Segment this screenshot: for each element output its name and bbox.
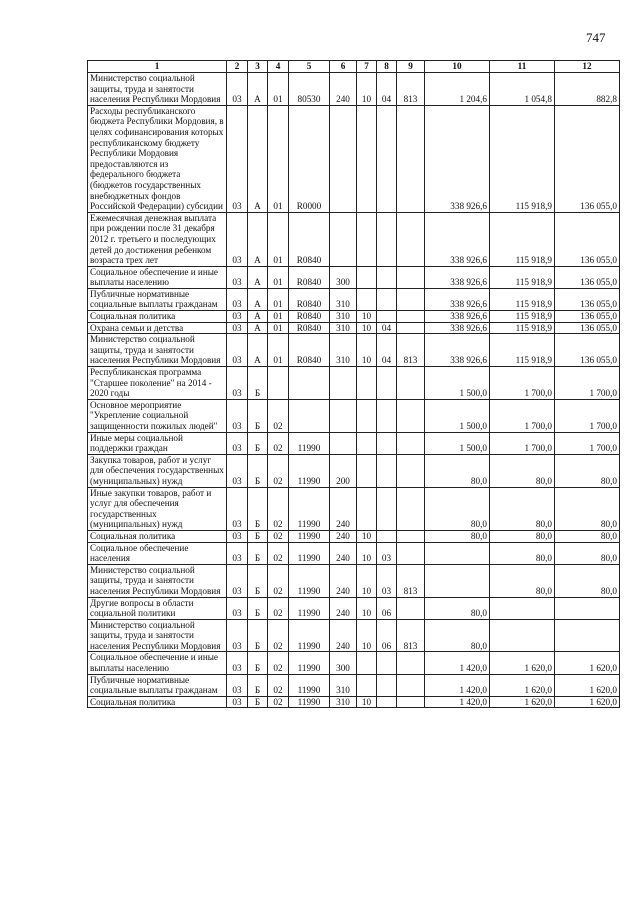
table-cell: 1 700,0	[555, 432, 620, 454]
table-row	[88, 334, 620, 367]
table-row	[88, 564, 620, 597]
table-cell	[490, 619, 555, 652]
header-cell: 8	[377, 61, 397, 73]
table-cell: 04	[377, 334, 397, 367]
table-cell: 02	[268, 399, 289, 432]
table-cell: 06	[377, 619, 397, 652]
table-cell: 03	[227, 73, 248, 106]
table-cell	[397, 530, 425, 542]
table-cell: R0000	[289, 105, 330, 212]
table-cell	[425, 564, 490, 597]
table-cell	[268, 367, 289, 400]
table-cell: 03	[227, 564, 248, 597]
table-cell: Б	[248, 652, 268, 674]
table-row	[88, 487, 620, 530]
table-cell: 136 055,0	[555, 334, 620, 367]
table-cell	[377, 105, 397, 212]
table-cell: 115 918,9	[490, 311, 555, 323]
table-cell: 136 055,0	[555, 105, 620, 212]
table-cell: 02	[268, 432, 289, 454]
table-cell: 1 620,0	[555, 674, 620, 696]
table-cell: 240	[330, 73, 357, 106]
table-body	[88, 73, 620, 708]
table-cell: 1 700,0	[490, 399, 555, 432]
table-row	[88, 311, 620, 323]
table-cell: 115 918,9	[490, 212, 555, 266]
table-cell: 1 500,0	[425, 367, 490, 400]
table-cell	[330, 212, 357, 266]
row-label: Министерство социальной защиты, труда и занятости населения Республики Мордовия	[88, 73, 227, 106]
table-cell: 882,8	[555, 73, 620, 106]
row-label: Охрана семьи и детства	[88, 322, 227, 334]
row-label: Социальное обеспечение и иные выплаты населению	[88, 266, 227, 288]
table-cell: 240	[330, 530, 357, 542]
table-cell	[377, 266, 397, 288]
row-label: Публичные нормативные социальные выплаты гражданам	[88, 674, 227, 696]
table-cell: 310	[330, 288, 357, 310]
table-cell: 813	[397, 73, 425, 106]
table-cell: 11990	[289, 487, 330, 530]
table-cell	[397, 212, 425, 266]
table-cell	[490, 597, 555, 619]
table-cell	[397, 432, 425, 454]
table-cell: 240	[330, 542, 357, 564]
table-cell: 1 420,0	[425, 696, 490, 708]
table-cell	[377, 487, 397, 530]
table-cell: 136 055,0	[555, 266, 620, 288]
table-cell: 10	[357, 322, 377, 334]
table-cell: 338 926,6	[425, 212, 490, 266]
table-row	[88, 73, 620, 106]
table-cell: 03	[377, 564, 397, 597]
table-cell: Б	[248, 597, 268, 619]
table-cell: А	[248, 334, 268, 367]
row-label: Основное мероприятие "Укрепление социальной защищенности пожилых людей"	[88, 399, 227, 432]
table-cell: Б	[248, 564, 268, 597]
table-cell	[357, 266, 377, 288]
table-cell: 02	[268, 542, 289, 564]
table-cell: 1 500,0	[425, 432, 490, 454]
table-cell: 338 926,6	[425, 334, 490, 367]
table-cell: 338 926,6	[425, 105, 490, 212]
table-cell: 01	[268, 212, 289, 266]
table-cell	[357, 487, 377, 530]
table-cell	[377, 432, 397, 454]
table-cell	[357, 105, 377, 212]
table-cell	[357, 367, 377, 400]
table-cell	[397, 105, 425, 212]
table-cell	[377, 674, 397, 696]
table-cell: 02	[268, 530, 289, 542]
table-cell: 10	[357, 696, 377, 708]
table-cell: 80,0	[555, 487, 620, 530]
table-cell: 10	[357, 597, 377, 619]
table-cell	[397, 597, 425, 619]
table-cell: 115 918,9	[490, 322, 555, 334]
table-cell: 80,0	[555, 454, 620, 487]
table-cell: 80,0	[425, 597, 490, 619]
table-cell: 10	[357, 619, 377, 652]
table-cell	[357, 454, 377, 487]
table-cell: 01	[268, 334, 289, 367]
table-cell: 80,0	[490, 530, 555, 542]
table-cell	[555, 619, 620, 652]
table-cell: А	[248, 288, 268, 310]
table-cell: 813	[397, 619, 425, 652]
table-cell: 338 926,6	[425, 266, 490, 288]
table-cell: 11990	[289, 696, 330, 708]
table-cell: 03	[227, 530, 248, 542]
table-cell	[397, 288, 425, 310]
table-cell: 11990	[289, 530, 330, 542]
table-cell: 10	[357, 564, 377, 597]
table-cell: 1 620,0	[490, 674, 555, 696]
table-cell	[289, 367, 330, 400]
table-cell: R0840	[289, 334, 330, 367]
header-cell: 1	[88, 61, 227, 73]
table-cell	[357, 432, 377, 454]
table-cell: 338 926,6	[425, 288, 490, 310]
table-cell	[377, 367, 397, 400]
table-cell	[555, 597, 620, 619]
table-cell: 240	[330, 487, 357, 530]
table-row	[88, 322, 620, 334]
table-cell: R0840	[289, 311, 330, 323]
header-row	[88, 61, 620, 73]
header-cell: 2	[227, 61, 248, 73]
table-cell: 240	[330, 619, 357, 652]
table-cell: 11990	[289, 542, 330, 564]
table-cell: 01	[268, 73, 289, 106]
row-label: Социальное обеспечение населения	[88, 542, 227, 564]
table-cell: 1 620,0	[555, 652, 620, 674]
table-cell	[377, 399, 397, 432]
table-cell: 03	[227, 322, 248, 334]
table-cell: 04	[377, 73, 397, 106]
table-row	[88, 266, 620, 288]
table-cell: 240	[330, 564, 357, 597]
table-cell: 115 918,9	[490, 266, 555, 288]
table-cell: 1 420,0	[425, 652, 490, 674]
row-label: Министерство социальной защиты, труда и занятости населения Республики Мордовия	[88, 564, 227, 597]
table-cell: 338 926,6	[425, 322, 490, 334]
table-cell: 80,0	[555, 564, 620, 597]
table-row	[88, 454, 620, 487]
table-cell: 80,0	[425, 454, 490, 487]
table-cell: R0840	[289, 212, 330, 266]
table-cell: 1 204,6	[425, 73, 490, 106]
table-cell: Б	[248, 454, 268, 487]
table-cell: 300	[330, 652, 357, 674]
table-cell: 11990	[289, 564, 330, 597]
header-cell: 12	[555, 61, 620, 73]
table-cell: 02	[268, 619, 289, 652]
page-number: 747	[586, 30, 606, 45]
table-cell: А	[248, 212, 268, 266]
row-label: Республиканская программа "Старшее поколение" на 2014 - 2020 годы	[88, 367, 227, 400]
table-cell: 03	[227, 696, 248, 708]
table-cell: 136 055,0	[555, 212, 620, 266]
table-cell: 03	[227, 212, 248, 266]
table-cell	[397, 266, 425, 288]
table-cell	[377, 212, 397, 266]
table-row	[88, 542, 620, 564]
table-cell: 80,0	[425, 487, 490, 530]
table-cell: 03	[227, 454, 248, 487]
table-cell: 80,0	[555, 542, 620, 564]
table-cell: 11990	[289, 674, 330, 696]
row-label: Социальная политика	[88, 311, 227, 323]
table-cell	[377, 530, 397, 542]
table-cell	[397, 311, 425, 323]
table-cell: 10	[357, 542, 377, 564]
table-row	[88, 399, 620, 432]
table-cell: 136 055,0	[555, 322, 620, 334]
header-cell: 7	[357, 61, 377, 73]
table-cell: 03	[227, 652, 248, 674]
table-cell: R0840	[289, 288, 330, 310]
table-cell: 813	[397, 334, 425, 367]
table-cell: 1 500,0	[425, 399, 490, 432]
table-cell	[397, 454, 425, 487]
table-cell: 136 055,0	[555, 311, 620, 323]
table-cell: А	[248, 311, 268, 323]
table-cell: 310	[330, 322, 357, 334]
table-cell	[330, 367, 357, 400]
row-label: Публичные нормативные социальные выплаты гражданам	[88, 288, 227, 310]
table-cell: 1 700,0	[555, 367, 620, 400]
table-cell: Б	[248, 399, 268, 432]
table-cell: 1 420,0	[425, 674, 490, 696]
table-cell: 01	[268, 322, 289, 334]
table-cell: 04	[377, 322, 397, 334]
table-cell: 1 054,8	[490, 73, 555, 106]
row-label: Министерство социальной защиты, труда и занятости населения Республики Мордовия	[88, 334, 227, 367]
row-label: Социальная политика	[88, 530, 227, 542]
table-cell: А	[248, 322, 268, 334]
table-cell: 115 918,9	[490, 105, 555, 212]
table-cell: Б	[248, 432, 268, 454]
table-cell: 03	[227, 399, 248, 432]
header-cell: 5	[289, 61, 330, 73]
table-cell	[357, 652, 377, 674]
table-row	[88, 367, 620, 400]
table-cell: 1 620,0	[555, 696, 620, 708]
table-cell: 300	[330, 266, 357, 288]
table-cell: 11990	[289, 454, 330, 487]
table-cell: 01	[268, 311, 289, 323]
table-cell: 115 918,9	[490, 288, 555, 310]
table-cell: 06	[377, 597, 397, 619]
table-cell: 11990	[289, 432, 330, 454]
table-cell: 80530	[289, 73, 330, 106]
table-cell: 03	[377, 542, 397, 564]
table-cell: 02	[268, 652, 289, 674]
table-cell	[397, 542, 425, 564]
table-cell: 01	[268, 105, 289, 212]
table-cell	[330, 105, 357, 212]
table-cell: 1 700,0	[490, 432, 555, 454]
table-cell: 03	[227, 487, 248, 530]
table-cell: 115 918,9	[490, 334, 555, 367]
table-cell: 02	[268, 487, 289, 530]
table-cell: Б	[248, 696, 268, 708]
table-cell: 03	[227, 367, 248, 400]
header-cell: 9	[397, 61, 425, 73]
table-row	[88, 105, 620, 212]
row-label: Иные меры социальной поддержки граждан	[88, 432, 227, 454]
table-row	[88, 674, 620, 696]
table-cell: 11990	[289, 597, 330, 619]
table-row	[88, 212, 620, 266]
table-cell: 02	[268, 564, 289, 597]
table-cell: 240	[330, 597, 357, 619]
table-cell: 310	[330, 334, 357, 367]
table-row	[88, 530, 620, 542]
table-cell	[397, 367, 425, 400]
table-cell: Б	[248, 487, 268, 530]
table-cell	[397, 487, 425, 530]
table-cell	[397, 399, 425, 432]
table-cell: Б	[248, 674, 268, 696]
table-row	[88, 597, 620, 619]
table-row	[88, 652, 620, 674]
row-label: Закупка товаров, работ и услуг для обеспечения государственных (муниципальных) нужд	[88, 454, 227, 487]
table-cell	[289, 399, 330, 432]
table-cell: А	[248, 266, 268, 288]
table-cell: 03	[227, 334, 248, 367]
header-cell: 4	[268, 61, 289, 73]
table-cell: 1 620,0	[490, 652, 555, 674]
table-cell	[377, 288, 397, 310]
table-cell: 03	[227, 288, 248, 310]
table-cell: 1 700,0	[490, 367, 555, 400]
table-cell	[357, 288, 377, 310]
table-cell: 136 055,0	[555, 288, 620, 310]
table-row	[88, 619, 620, 652]
table-cell: 310	[330, 311, 357, 323]
table-cell: R0840	[289, 322, 330, 334]
table-cell: 02	[268, 454, 289, 487]
table-cell: 80,0	[490, 487, 555, 530]
table-cell: 01	[268, 288, 289, 310]
table-cell: 1 620,0	[490, 696, 555, 708]
table-cell	[425, 542, 490, 564]
table-cell: 03	[227, 674, 248, 696]
table-cell: 02	[268, 696, 289, 708]
table-cell: 03	[227, 266, 248, 288]
row-label: Социальная политика	[88, 696, 227, 708]
table-cell: 10	[357, 311, 377, 323]
table-cell	[357, 399, 377, 432]
table-cell: 80,0	[425, 619, 490, 652]
table-cell: Б	[248, 367, 268, 400]
header-cell: 6	[330, 61, 357, 73]
table-cell	[397, 674, 425, 696]
table-cell: 80,0	[425, 530, 490, 542]
table-cell: 11990	[289, 619, 330, 652]
table-cell	[377, 454, 397, 487]
table-cell: 03	[227, 542, 248, 564]
table-cell	[357, 212, 377, 266]
header-cell: 3	[248, 61, 268, 73]
table-cell: 200	[330, 454, 357, 487]
table-cell: 10	[357, 73, 377, 106]
table-cell: 03	[227, 105, 248, 212]
table-cell: 310	[330, 696, 357, 708]
table-cell: 10	[357, 334, 377, 367]
table-cell	[357, 674, 377, 696]
table-cell	[377, 311, 397, 323]
header-cell: 11	[490, 61, 555, 73]
table-cell	[397, 696, 425, 708]
row-label: Другие вопросы в области социальной политики	[88, 597, 227, 619]
table-cell: 80,0	[490, 542, 555, 564]
table-cell	[377, 696, 397, 708]
table-cell: 02	[268, 674, 289, 696]
table-row	[88, 288, 620, 310]
table-cell	[397, 322, 425, 334]
table-cell: 03	[227, 311, 248, 323]
budget-table	[87, 60, 620, 708]
table-cell: 1 700,0	[555, 399, 620, 432]
table-cell: Б	[248, 619, 268, 652]
table-cell: 310	[330, 674, 357, 696]
table-cell: 10	[357, 530, 377, 542]
table-cell: 03	[227, 619, 248, 652]
table-cell	[330, 399, 357, 432]
row-label: Министерство социальной защиты, труда и занятости населения Республики Мордовия	[88, 619, 227, 652]
table-cell: 80,0	[490, 564, 555, 597]
row-label: Иные закупки товаров, работ и услуг для обеспечения государственных (муниципальных) нужд	[88, 487, 227, 530]
header-cell: 10	[425, 61, 490, 73]
table-cell: 01	[268, 266, 289, 288]
table-cell: R0840	[289, 266, 330, 288]
table-cell: Б	[248, 530, 268, 542]
table-cell: А	[248, 73, 268, 106]
row-label: Ежемесячная денежная выплата при рождении после 31 декабря 2012 г. третьего и последующих детей до достижения ребенком возраста трех лет	[88, 212, 227, 266]
table-cell: 80,0	[555, 530, 620, 542]
table-cell	[330, 432, 357, 454]
row-label: Социальное обеспечение и иные выплаты населению	[88, 652, 227, 674]
table-cell: 03	[227, 432, 248, 454]
table-cell	[377, 652, 397, 674]
table-cell: 813	[397, 564, 425, 597]
table-cell: 03	[227, 597, 248, 619]
table-cell: 02	[268, 597, 289, 619]
table-cell: 11990	[289, 652, 330, 674]
table-cell	[397, 652, 425, 674]
table-cell: Б	[248, 542, 268, 564]
table-cell: А	[248, 105, 268, 212]
row-label: Расходы республиканского бюджета Республики Мордовия, в целях софинансирования которых республиканскому бюджету Республики Мордовия предоставляются из федерального бюджета (бюджетов государственных внебюджетных фондов Российской Федерации) субсидии	[88, 105, 227, 212]
table-row	[88, 432, 620, 454]
table-cell: 338 926,6	[425, 311, 490, 323]
table-cell: 80,0	[490, 454, 555, 487]
table-row	[88, 696, 620, 708]
